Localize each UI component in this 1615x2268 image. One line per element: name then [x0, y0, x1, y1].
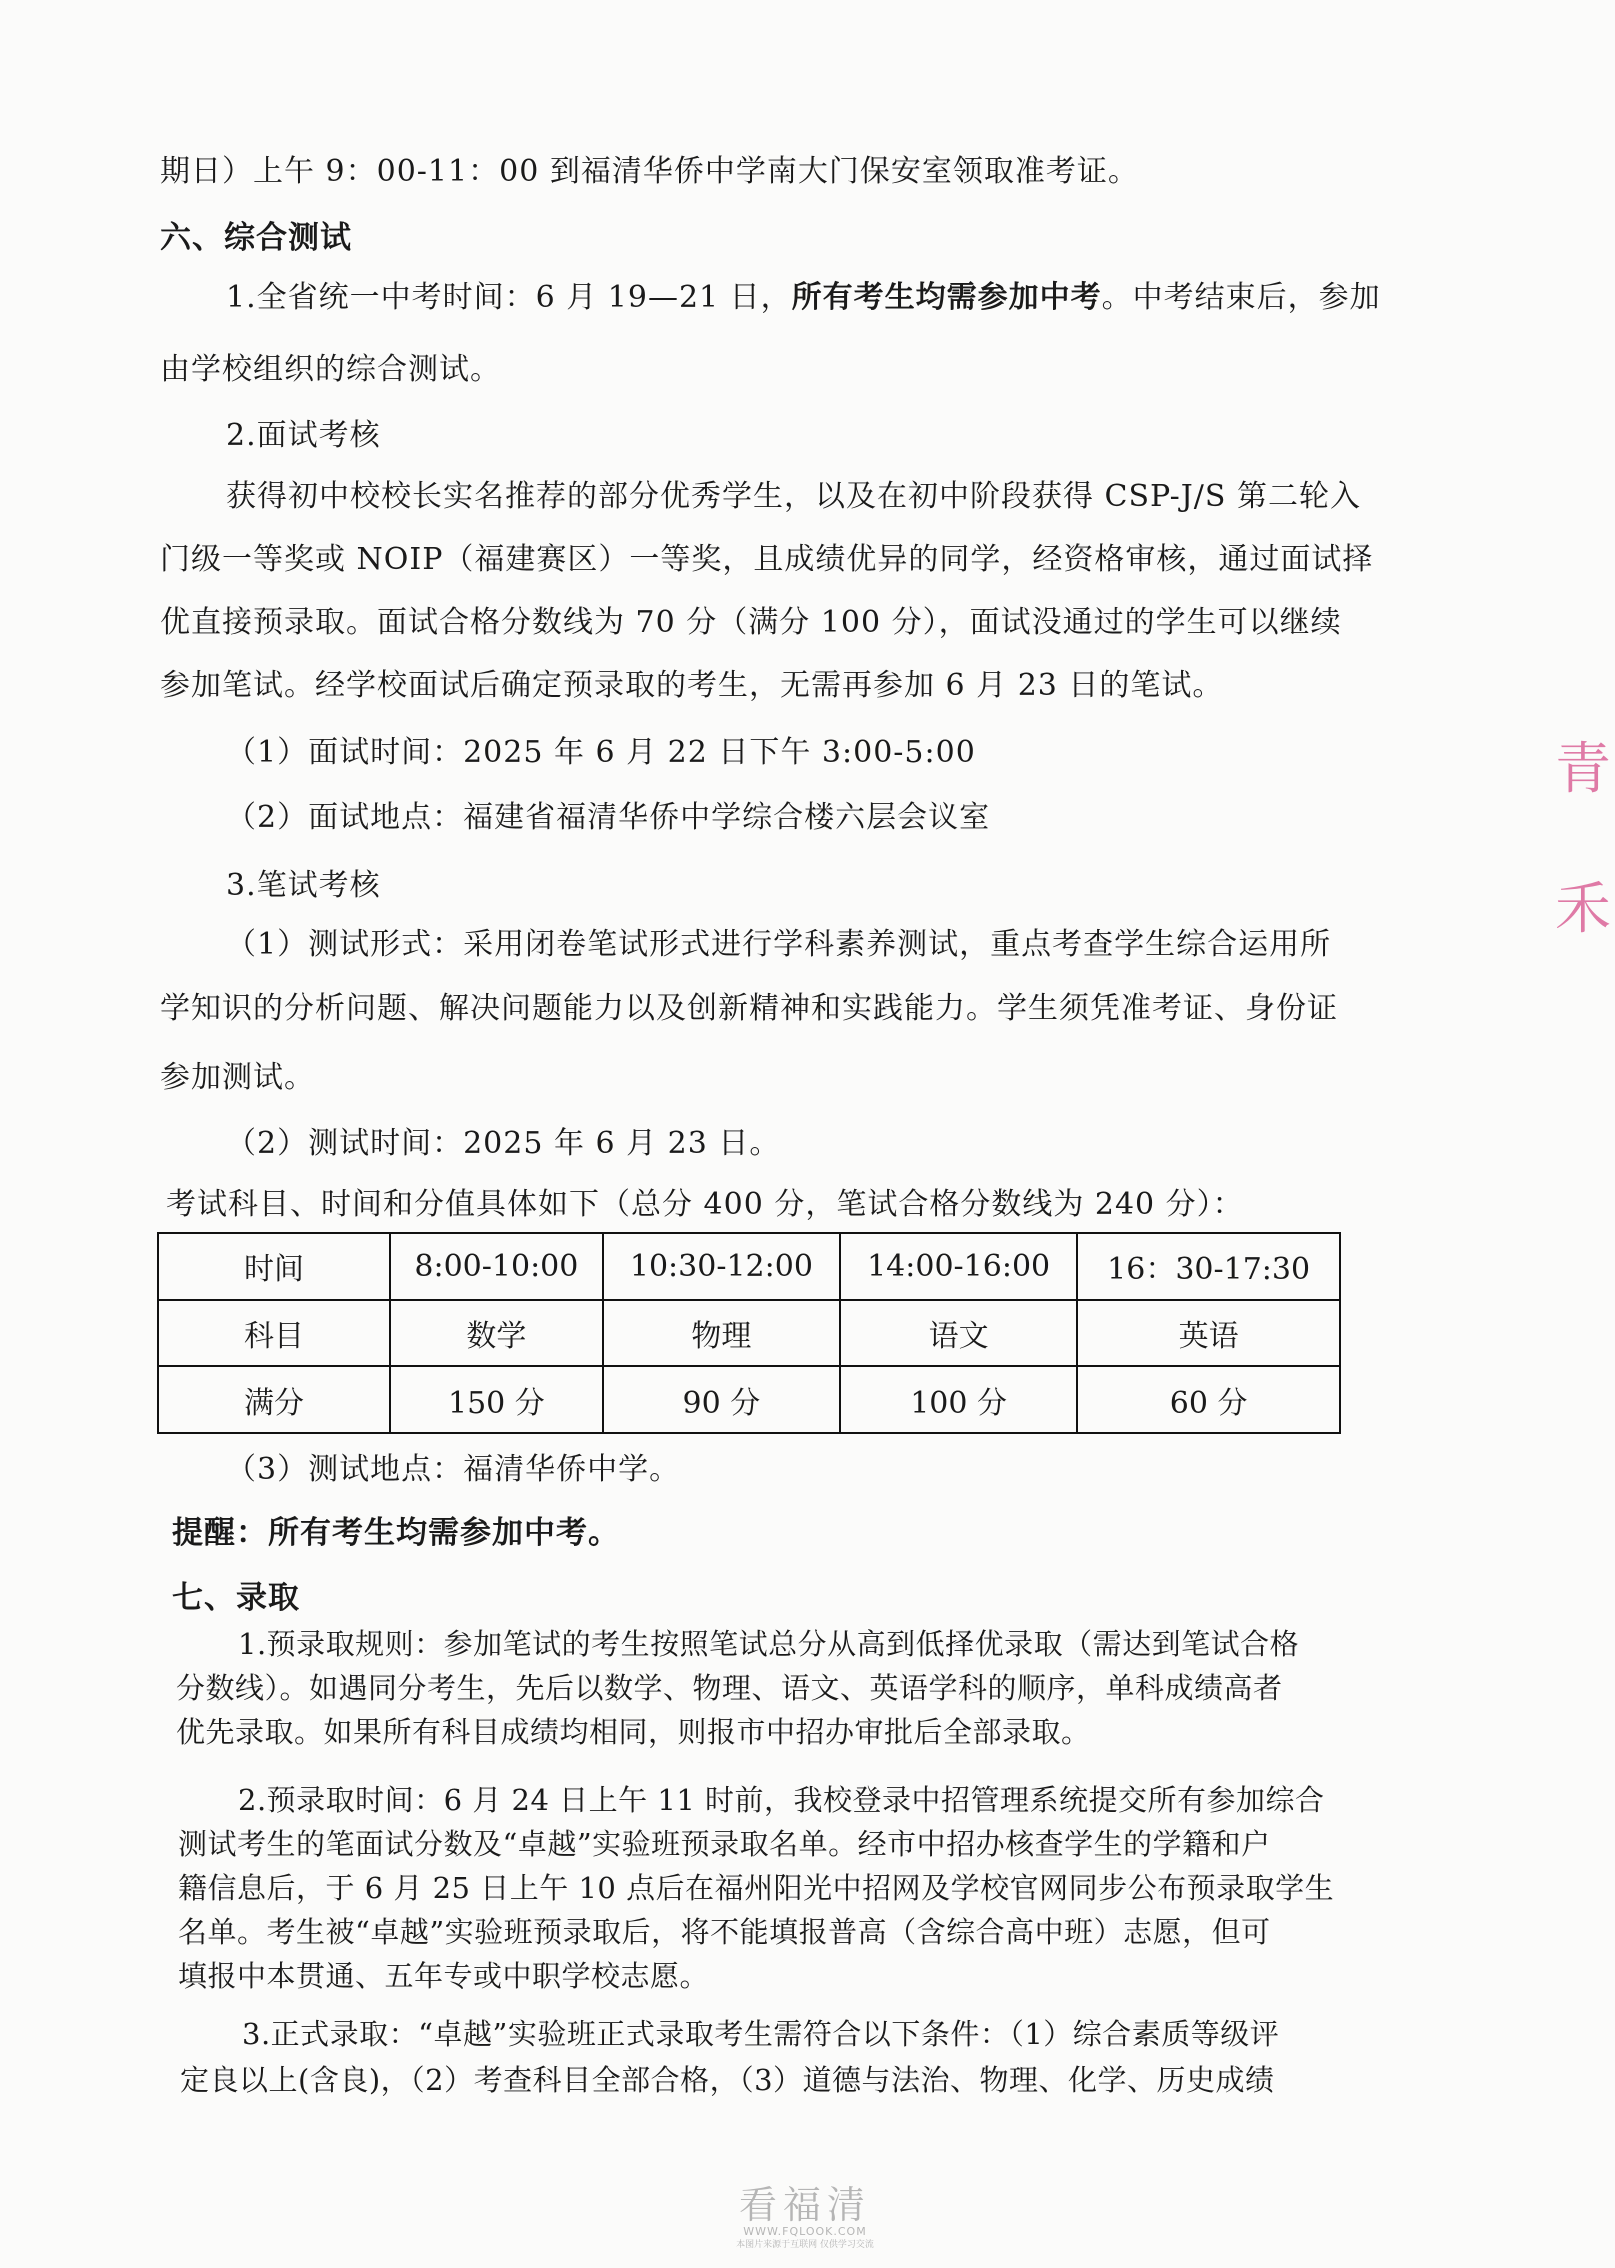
cell-score: 100 分	[840, 1366, 1077, 1433]
p1-post: 。中考结束后，参加	[1101, 280, 1381, 315]
cell-subject: 英语	[1077, 1300, 1340, 1367]
row-header-time: 时间	[158, 1233, 390, 1300]
cell-time: 8:00-10:00	[390, 1233, 603, 1300]
time-line: 籍信息后，于 6 月 25 日上午 10 点后在福州阳光中招网及学校官网同步公布预录取学生	[178, 1871, 1335, 1905]
time-line: 2.预录取时间：6 月 24 日上午 11 时前，我校登录中招管理系统提交所有参加综合	[238, 1783, 1325, 1817]
written-form-line: （1）测试形式：采用闭卷笔试形式进行学科素养测试，重点考查学生综合运用所	[226, 927, 1332, 962]
cell-time: 16：30-17:30	[1077, 1233, 1340, 1300]
cell-score: 90 分	[603, 1366, 840, 1433]
written-place: （3）测试地点：福清华侨中学。	[226, 1452, 681, 1487]
watermark-url: WWW.FQLOOK.COM	[743, 2225, 867, 2238]
table-intro: 考试科目、时间和分值具体如下（总分 400 分，笔试合格分数线为 240 分）：	[166, 1187, 1244, 1222]
rule-line: 优先录取。如果所有科目成绩均相同，则报市中招办审批后全部录取。	[176, 1715, 1091, 1749]
cell-subject: 物理	[603, 1300, 840, 1367]
cell-time: 14:00-16:00	[840, 1233, 1077, 1300]
section7-title: 七、录取	[172, 1580, 300, 1616]
section6-p1	[226, 278, 1381, 318]
written-form-line: 参加测试。	[160, 1060, 315, 1095]
interview-line: 优直接预录取。面试合格分数线为 70 分（满分 100 分），面试没通过的学生可以继续	[160, 605, 1342, 640]
p1-bold: 所有考生均需参加中考	[791, 280, 1102, 315]
time-line: 测试考生的笔面试分数及“卓越”实验班预录取名单。经市中招办核查学生的学籍和户	[178, 1827, 1271, 1861]
cell-subject: 数学	[390, 1300, 603, 1367]
stamp-char: 青	[1555, 737, 1611, 802]
watermark	[720, 2185, 890, 2251]
interview-place: （2）面试地点：福建省福清华侨中学综合楼六层会议室	[226, 800, 991, 835]
interview-line: 获得初中校校长实名推荐的部分优秀学生，以及在初中阶段获得 CSP-J/S 第二轮入	[226, 479, 1361, 514]
p1-pre: 1.全省统一中考时间：6 月 19—21 日，	[226, 280, 792, 315]
table-row	[158, 1300, 1340, 1367]
formal-line: 定良以上(含良)，（2）考查科目全部合格，（3）道德与法治、物理、化学、历史成绩	[180, 2063, 1275, 2097]
formal-line: 3.正式录取：“卓越”实验班正式录取考生需符合以下条件：（1）综合素质等级评	[242, 2017, 1280, 2051]
time-line: 名单。考生被“卓越”实验班预录取后，将不能填报普高（含综合高中班）志愿，但可	[178, 1915, 1271, 1949]
written-form-line: 学知识的分析问题、解决问题能力以及创新精神和实践能力。学生须凭准考证、身份证	[160, 991, 1338, 1026]
section6-title: 六、综合测试	[160, 220, 352, 256]
rule-line: 1.预录取规则：参加笔试的考生按照笔试总分从高到低择优录取（需达到笔试合格	[238, 1627, 1300, 1661]
table-row	[158, 1366, 1340, 1433]
table-row	[158, 1233, 1340, 1300]
exam-schedule-table	[157, 1232, 1341, 1434]
interview-line: 门级一等奖或 NOIP（福建赛区）一等奖，且成绩优异的同学，经资格审核，通过面试择	[160, 542, 1374, 577]
row-header-score: 满分	[158, 1366, 390, 1433]
watermark-tag: 本图片来源于互联网 仅供学习交流	[736, 2240, 874, 2250]
cell-subject: 语文	[840, 1300, 1077, 1367]
cell-score: 150 分	[390, 1366, 603, 1433]
interview-line: 参加笔试。经学校面试后确定预录取的考生，无需再参加 6 月 23 日的笔试。	[160, 668, 1224, 703]
reminder: 提醒：所有考生均需参加中考。	[172, 1515, 620, 1551]
rule-line: 分数线）。如遇同分考生，先后以数学、物理、语文、英语学科的顺序，单科成绩高者	[176, 1671, 1283, 1705]
written-title: 3.笔试考核	[226, 868, 381, 903]
row-header-subject: 科目	[158, 1300, 390, 1367]
cell-time: 10:30-12:00	[603, 1233, 840, 1300]
time-line: 填报中本贯通、五年专或中职学校志愿。	[178, 1959, 710, 1993]
interview-time: （1）面试时间：2025 年 6 月 22 日下午 3:00-5:00	[226, 735, 976, 770]
written-time: （2）测试时间：2025 年 6 月 23 日。	[226, 1126, 781, 1161]
interview-title: 2.面试考核	[226, 418, 381, 453]
top-line: 期日）上午 9：00-11：00 到福清华侨中学南大门保安室领取准考证。	[160, 154, 1139, 189]
red-stamp-fragment	[1555, 700, 1615, 1120]
watermark-logo: 看福清	[738, 2183, 871, 2227]
stamp-char: 禾	[1555, 877, 1611, 942]
section6-p1-line2: 由学校组织的综合测试。	[160, 352, 501, 387]
cell-score: 60 分	[1077, 1366, 1340, 1433]
